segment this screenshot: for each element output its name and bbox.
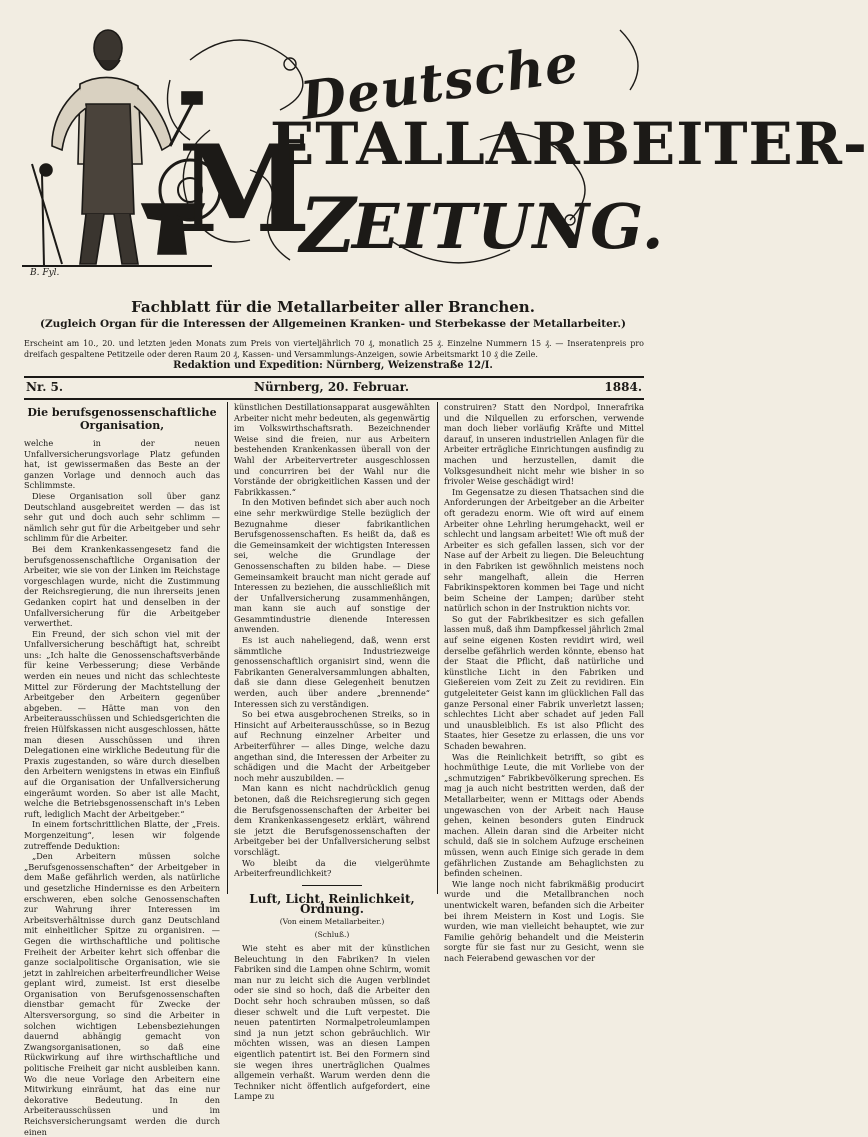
column-3 [444,402,644,963]
masthead-title-deutsche: Deutsche [297,32,583,133]
publication-info: Erscheint am 10., 20. und letzten jeden Monats zum Preis von vierteljährlich 70 ₰, monatlich 25 ₰. Einzelne Nummern 15 ₰. — Inseratenpreis pro dreifach gespaltene Petitzeile oder deren Raum 20 ₰, Kassen- und Versammlungs-Anzeigen, sowie Arbeitsmarkt 10 ₰ die Zeile. [24,339,644,359]
paragraph: Diese Organisation soll über ganz Deutschland ausgebreitet werden — das ist sehr gut und doch auch sehr schlimm — nämlich sehr gut für die Arbeitgeber und sehr schlimm für die Arbeiter. [24,490,220,544]
column-rule [437,402,438,894]
paragraph: Wie lange noch nicht fabrikmäßig producirt wurde und die Metallbranchen noch unentwickelt waren, befanden sich die Arbeiter bei ihrem Meistern in Kost und Logis. Sie wurden, wie man vielleicht behauptet, wie zur Familie gehörig behandelt und die Meisterin sorgte für sie fast nur zu Gesicht, wenn sie nach Feierabend gewaschen vor der [444,878,644,963]
issue-number: Nr. 5. [26,380,64,394]
paragraph: So gut der Fabrikbesitzer es sich gefallen lassen muß, daß ihm Dampfkessel jährlich 2mal auf seine eigenen Kosten revidirt wird, weil derselbe gefährlich werden könnte, ebenso hat der Staat die Pflicht, daß natürliche und künstliche Licht in den Fabriken und Gießereien vom Zeit zu Zeit zu revidiren. Ein gutgeleiteter Geist kann im glücklichen Fall das ganze Personal einer Fabrik unverletzt lassen; schlechtes Licht aber schadet auf jeden Fall und unausbleiblich. Es ist also Pflicht des Staates, hier Gesetze zu erlassen, die uns vor Schaden bewahren. [444,613,644,751]
paragraph: So bei etwa ausgebrochenen Streiks, so in Hinsicht auf Arbeiterausschüsse, so in Bezug auf Rechnung einzelner Arbeiter und Arbeiterführer — alles Dinge, welche dazu angethan sind, die Interessen der Arbeiter zu schädigen und die Macht der Arbeitgeber noch mehr auszubilden. — [234,709,430,783]
subtitle-organ: (Zugleich Organ für die Interessen der Allgemeinen Kranken- und Sterbekasse der Metallarbeiter.) [40,318,626,330]
redaktion-line: Redaktion und Expedition: Nürnberg, Weizenstraße 12/I. [173,360,493,371]
column-rule [227,402,228,894]
place-date: Nürnberg, 20. Februar. [254,380,409,394]
article-columns [24,402,644,1137]
paragraph: In einem fortschrittlichen Blatte, der „Freis. Morgenzeitung“, lesen wir folgende zutreffende Deduktion: [24,819,220,851]
dateline [24,376,644,400]
article-heading-organisation: Die berufsgenossenschaftliche Organisation, [27,406,217,432]
paragraph: Wie steht es aber mit der künstlichen Beleuchtung in den Fabriken? In vielen Fabriken sind die Lampen ohne Schirm, womit man nur zu leicht sich die Augen verblindet oder sie sind so hoch, daß die Arbeiter den Docht sehr hoch schrauben müssen, so daß dieser schwelt und die Luft verpestet. Die neuen patentirten Normalpetroleumlampen sind ja nun jetzt schon gebräuchlich. Wir möchten wissen, was an diesen Lampen eigentlich patentirt ist. Bei den Formern sind sie wegen ihres unerträglichen Qualmes allgemein verhaßt. Warum werden denn die Techniker nicht öffentlich aufgefordert, eine Lampe zu [234,943,430,1102]
paragraph: Was die Reinlichkeit betrifft, so gibt es hochmüthige Leute, die mit Vorliebe von der „schmutzigen“ Fabrikbevölkerung sprechen. Es mag ja auch nicht bestritten werden, daß der Metallarbeiter, wenn er Mittags oder Abends ungewaschen von der Arbeit nach Hause gehen, keinen besonders guten Eindruck machen. Allein daran sind die Arbeiter nicht schuld, daß sie in solchem Aufzuge erscheinen müssen, wenn auch Einige sich gerade in dem gefährlichen Zustande am Behaglichsten zu befinden scheinen. [444,751,644,879]
masthead [0,0,868,285]
masthead-initial-z: Z [300,181,356,270]
paragraph: construiren? Statt den Nordpol, Innerafrika und die Nilquellen zu erforschen, verwende man doch lieber vorläufig Kräfte und Mittel darauf, in unseren industriellen Anlagen für die Arbeiter erträgliche Einrichtungen ausfindig zu machen und herzustellen, damit die Volksgesundheit nicht mehr wie bisher in so frivoler Weise geschädigt wird! [444,402,644,487]
masthead-initial-m: M [178,119,311,260]
paragraph: Es ist auch naheliegend, daß, wenn erst sämmtliche Industriezweige genossenschaftlich organisirt sind, wenn die Fabrikanten Generalversammlungen abhalten, daß sie dann diese Gelegenheit benutzen werden, auch über andere „brennende“ Interessen sich zu verständigen. [234,635,430,709]
article-byline: (Von einem Metallarbeiter.) [279,916,385,926]
column-1 [24,402,220,1137]
masthead-title-zeitung: EITUNG. [352,190,665,263]
masthead-title-metallarbeiter: ETALLARBEITER- [270,110,868,178]
paragraph: Man kann es nicht nachdrücklich genug betonen, daß die Reichsregierung sich gegen die Berufsgenossenschaften der Arbeiter bei dem Krankenkassengesetz erklärt, während sie jetzt die Berufsgenossenschaften der Arbeitgeber bei der Unfallversicherung selbst vorschlägt. [234,783,430,857]
subtitle: Fachblatt für die Metallarbeiter aller Branchen. [131,298,535,316]
column-2 [234,402,430,1102]
separator [302,885,362,886]
paragraph: Wo bleibt da die vielgerühmte Arbeiterfreundlichkeit? [234,857,430,879]
paragraph: Bei dem Krankenkassengesetz fand die berufsgenossenschaftliche Organisation der Arbeiter, wie sie von der Linken im Reichstage vorgeschlagen wurde, nicht die Zustimmung der Reichsregierung, die nun ihrerseits jenen Gedanken copirt hat und denselben in der Unfallversicherung für die Arbeitgeber verwerthet. [24,543,220,629]
paragraph: Ein Freund, der sich schon viel mit der Unfallversicherung beschäftigt hat, schreibt uns: „Ich halte die Genossenschaftsverbände für keine Verbesserung; diese Verbände werden ein neues und nicht das schlechteste Mittel zur Förderung der Machtstellung der Arbeitgeber den Arbeitern gegenüber abgeben. — Hätte man von den Arbeiterausschüssen und Schiedsgerichten die freien Hülfskassen nicht ausgeschlossen, hätte man diesen Ausschüssen und ihren Delegationen eine wirkliche Bedeutung für die Praxis zugestanden, so wäre durch dieselben den Arbeitern wenigstens in etwas ein Einfluß auf die Organisation der Unfallversicherung eingeräumt worden. So aber ist alle Macht, welche die Betriebsgenossenschaft in's Leben ruft, lediglich Macht der Arbeitgeber.“ [24,628,220,819]
paragraph: künstlichen Destillationsapparat ausgewählten Arbeiter nicht mehr bedeuten, als gegenwärtig im Volkswirthschaftsrath. Bezeichnender Weise sind die freien, nur aus Arbeitern bestehenden Krankenkassen überall von der Wahl der Arbeitervertreter ausgeschlossen und concurriren bei der Wahl nur die Vorstände der obrigkeitlichen Kassen und der Fabrikkassen.“ [234,402,430,497]
paragraph: In den Motiven befindet sich aber auch noch eine sehr merkwürdige Stelle bezüglich der Bezugnahme dieser fabrikantlichen Berufsgenossenschaften. Es heißt da, daß es die Gemeinsamkeit der wichtigsten Interessen sei, welche die Grundlage der Genossenschaften zu bilden habe. — Diese Gemeinsamkeit braucht man nicht gerade auf Interessen zu beziehen, die ausschließlich mit der Unfallversicherung zusammenhängen, man kann sie auch auf sonstige der Gesammtindustrie dienende Interessen anwenden. [234,497,430,635]
issue-year: 1884. [604,380,642,394]
paragraph: Im Gegensatze zu diesen Thatsachen sind die Anforderungen der Arbeitgeber an die Arbeiter oft geradezu enorm. Wie oft wird auf einem Arbeiter ohne Lehrling herumgehackt, weil er schlecht und langsam arbeitet! Wie oft muß der Arbeiter es sich gefallen lassen, sich vor der Nase auf der Arbeit zu liegen. Die Beleuchtung in den Fabriken ist gewöhnlich meistens noch sehr mangelhaft, allein die Herren Fabrikinspektoren kommen bei Tage und nicht beim Scheine der Lampen; darüber steht natürlich schon in der Instruktion nichts vor. [444,486,644,614]
paragraph: welche in der neuen Unfallversicherungsvorlage Platz gefunden hat, ist gewissermaßen das Beste an der ganzen Vorlage und dennoch auch das Schlimmste. [24,438,220,491]
article-continuation-note: (Schluß.) [314,929,350,939]
article-heading-luft-licht: Luft, Licht, Reinlichkeit, Ordnung. [249,891,415,917]
paragraph: „Den Arbeitern müssen solche „Berufsgenossenschaften“ der Arbeitgeber in dem Maße gefährlich werden, als natürliche und gesetzliche Hindernisse es den Arbeitern erschweren, eben solche Genossenschaften zur Wahrung ihrer Interessen im Arbeitsverhältnisse durch ganz Deutschland mit einheitlicher Spitze zu organisiren. — Gegen die wirthschaftliche und politische Freiheit der Arbeiter kehrt sich offenbar die ganze socialpolitische Organisation, wie sie jetzt in zahlreichen arbeiterfreundlicher Weise geplant wird, zumeist. Ist erst dieselbe Organisation von Berufsgenossenschaften dienstbar gemacht für Zwecke der Altersversorgung, so sind die Arbeiter in solchen wichtigen Lebensbeziehungen dauernd abhängig gemacht von Zwangsorganisationen, so daß eine Rückwirkung auf ihre wirthschaftliche und politische Freiheit gar nicht ausbleiben kann. Wo die neue Vorlage den Arbeitern eine Mitwirkung einräumt, hat das eine nur dekorative Bedeutung. In den Arbeiterausschüssen und im Reichsversicherungsamt werden die durch einen [24,851,220,1137]
illustrator-signature: B. Fyl. [30,268,60,278]
